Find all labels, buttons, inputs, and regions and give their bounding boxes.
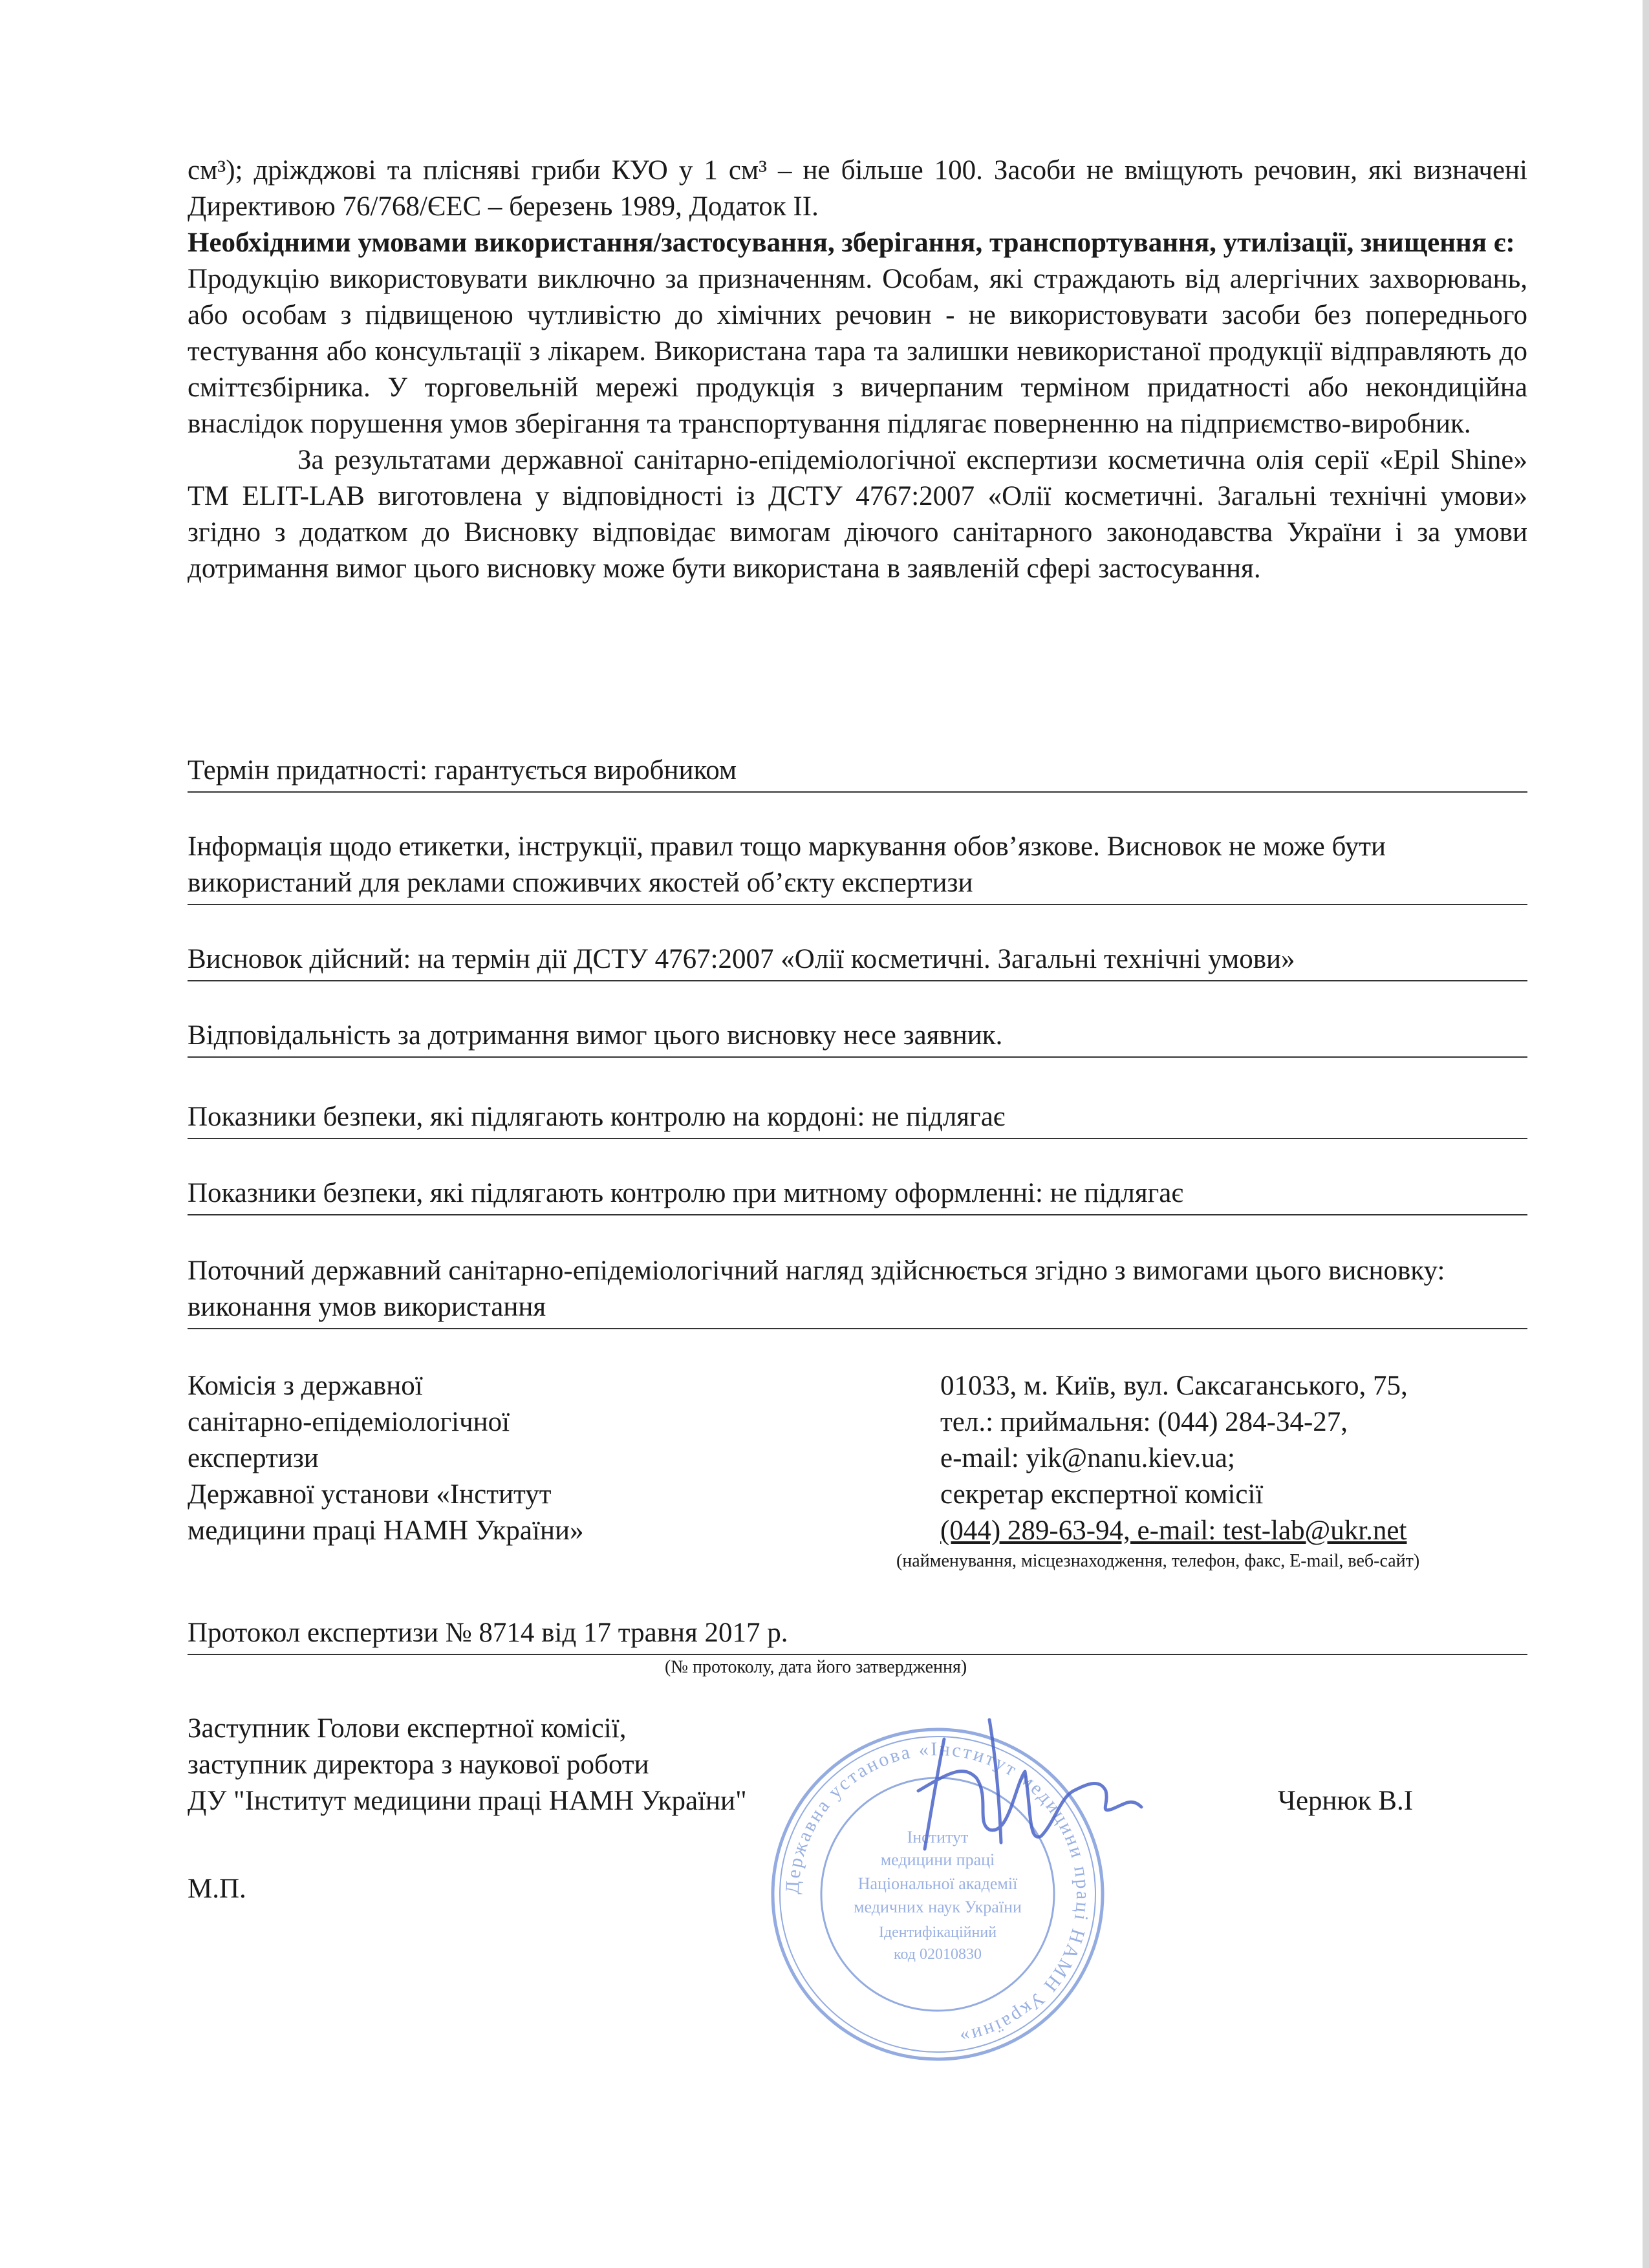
commission-line: Державної установи «Інститут bbox=[188, 1479, 552, 1510]
shelf-life-field: Термін придатності: гарантується виробником bbox=[188, 753, 1527, 793]
phone-line: тел.: приймальня: (044) 284-34-27, bbox=[940, 1407, 1348, 1437]
customs-control-field: Показники безпеки, які підлягають контролю при митному оформленні: не підлягає bbox=[188, 1175, 1527, 1215]
stamp-center-line: медичних наук України bbox=[854, 1898, 1022, 1916]
commission-caption: (найменування, місцезнаходження, телефон, факс, E-mail, веб-сайт) bbox=[896, 1551, 1420, 1571]
email-line: e-mail: yik@nanu.kiev.ua; bbox=[940, 1443, 1235, 1473]
commission-name bbox=[188, 1368, 770, 1549]
stamp-center-line: Національної академії bbox=[857, 1874, 1018, 1893]
responsibility-field: Відповідальність за дотримання вимог цього висновку несе заявник. bbox=[188, 1018, 1527, 1058]
secretary-line: секретар експертної комісії bbox=[940, 1479, 1264, 1510]
commission-line: медицини праці НАМН України» bbox=[188, 1515, 584, 1546]
signatory-line: Заступник Голови експертної комісії, bbox=[188, 1713, 627, 1744]
commission-line: Комісія з державної bbox=[188, 1371, 423, 1401]
stamp-ring-text: Державна установа «Інститут медицини праці НАМН України» bbox=[781, 1738, 1094, 2049]
seal-place-label: М.П. bbox=[188, 1874, 246, 1904]
commission-line: експертизи bbox=[188, 1443, 319, 1473]
scan-edge bbox=[1643, 0, 1649, 2268]
signatory-line: заступник директора з наукової роботи bbox=[188, 1749, 649, 1780]
stamp-center-line: Ідентифікаційний bbox=[878, 1924, 997, 1941]
secretary-contact-line: (044) 289-63-94, e-mail: test-lab@ukr.net bbox=[940, 1515, 1407, 1546]
protocol-field: Протокол експертизи № 8714 від 17 травня 2017 р. bbox=[188, 1615, 1527, 1655]
conditions-paragraph: Продукцію використовувати виключно за призначенням. Особам, які страждають від алергічних захворювань, або особам з підвищеною чутливістю до хімічних речовин - не використовувати засоби без попереднього тестування або консультації з лікарем. Використана тара та залишки невикористаної продукції відправляють до сміттєзбірника. У торговельній мережі продукція з вичерпаним терміном придатності або некондиційна внаслідок порушення умов зберігання та транспортування підлягає поверненню на підприємство-виробник. bbox=[188, 264, 1527, 439]
signatory-name: Чернюк В.І bbox=[1278, 1786, 1414, 1816]
protocol-caption: (№ протоколу, дата його затвердження) bbox=[665, 1657, 967, 1677]
stamp-center-line: медицини праці bbox=[880, 1850, 995, 1869]
signatory-line: ДУ "Інститут медицини праці НАМН України" bbox=[188, 1786, 747, 1816]
conditions-heading: Необхідними умовами використання/застосування, зберігання, транспортування, утилізації, знищення є: bbox=[188, 228, 1515, 258]
conclusion-paragraph: За результатами державної санітарно-епідеміологічної експертизи косметична олія серії «Epil Shine» ТМ ELIT-LAB виготовлена у відповідності із ДСТУ 4767:2007 «Олії косметичні. Загальні технічні умови» згідно з додатком до Висновку відповідає вимогам діючого санітарного законодавства України і за умови дотримання вимог цього висновку може бути використана в заявленій сфері застосування. bbox=[188, 445, 1527, 584]
address-line: 01033, м. Київ, вул. Саксаганського, 75, bbox=[940, 1371, 1408, 1401]
commission-contacts bbox=[940, 1368, 1522, 1549]
validity-field: Висновок дійсний: на термін дії ДСТУ 4767:2007 «Олії косметичні. Загальні технічні умови» bbox=[188, 941, 1527, 981]
stamp-center-line: Інститут bbox=[907, 1828, 969, 1846]
border-control-field: Показники безпеки, які підлягають контролю на кордоні: не підлягає bbox=[188, 1099, 1527, 1139]
label-info-field: Інформація щодо етикетки, інструкції, правил тощо маркування обов’язкове. Висновок не може бути використаний для реклами споживчих якостей об’єкту експертизи bbox=[188, 829, 1527, 905]
body-text bbox=[188, 153, 1527, 587]
handwritten-signature bbox=[892, 1694, 1164, 1862]
supervision-field: Поточний державний санітарно-епідеміологічний нагляд здійснюється згідно з вимогами цього висновку: виконання умов використання bbox=[188, 1253, 1527, 1329]
commission-line: санітарно-епідеміологічної bbox=[188, 1407, 510, 1437]
microbiology-paragraph: см³); дріжджові та плісняві гриби КУО у 1 см³ – не більше 100. Засоби не вміщують речовин, які визначені Директивою 76/768/ЄЕС – березень 1989, Додаток II. bbox=[188, 155, 1527, 222]
stamp-center-line: код 02010830 bbox=[894, 1946, 982, 1963]
